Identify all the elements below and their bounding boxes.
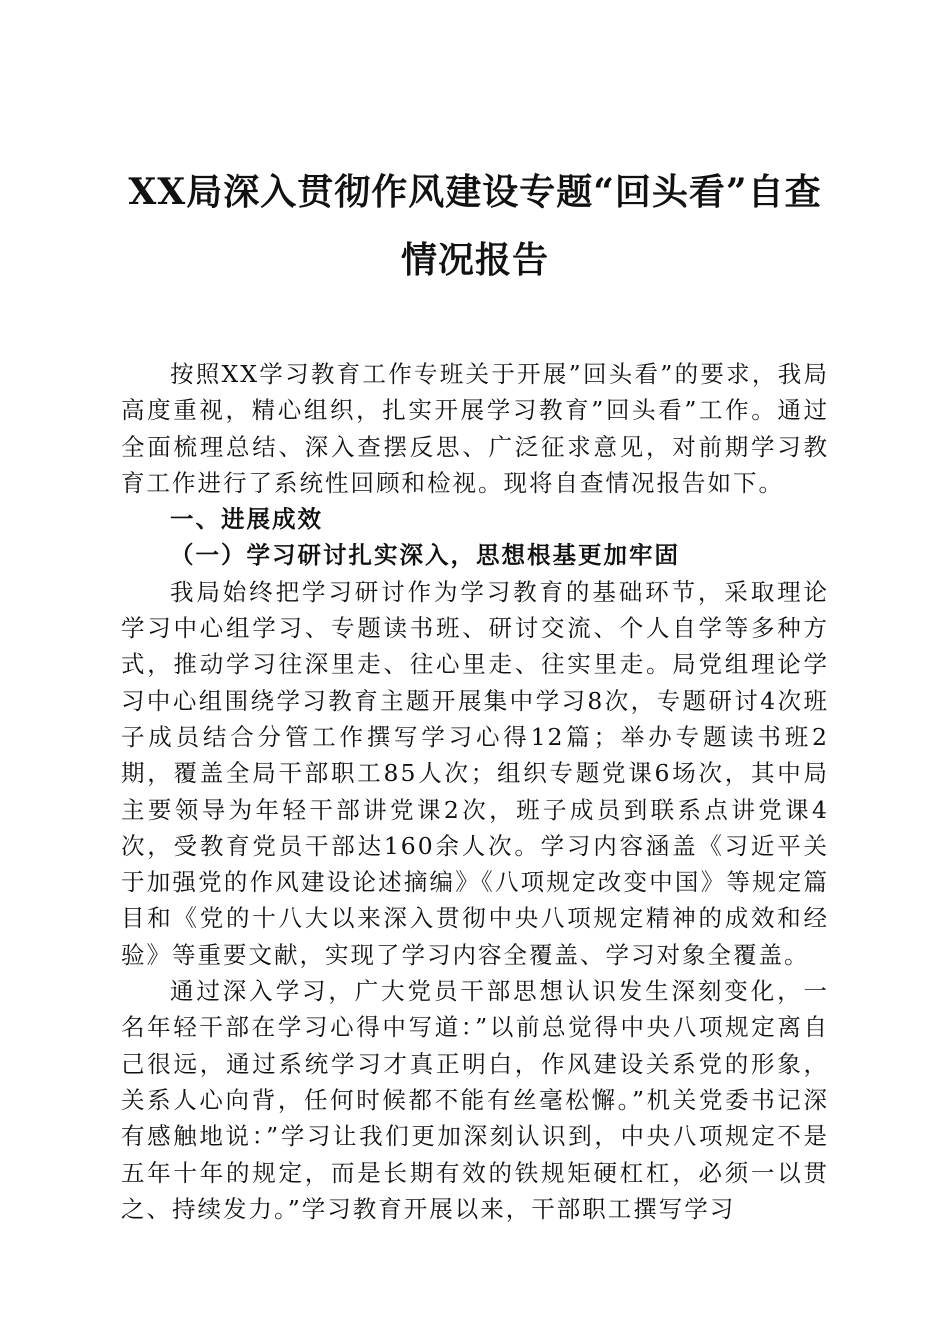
document-title-line-1: XX局深入贯彻作风建设专题“回头看”自查 bbox=[128, 171, 822, 213]
document-title-line-2: 情况报告 bbox=[400, 239, 549, 281]
body-paragraph-1: 我局始终把学习研讨作为学习教育的基础环节，采取理论学习中心组学习、专题读书班、研讨交流、个人自学等多种方式，推动学习往深里走、往心里走、往实里走。局党组理论学习中心组围绕学习教育主题开展集中学习8次，专题研讨4次班子成员结合分管工作撰写学习心得12篇；举办专题读书班2期，覆盖全局干部职工85人次；组织专题党课6场次，其中局主要领导为年轻干部讲党课2次，班子成员到联系点讲党课4次，受教育党员干部达160余人次。学习内容涵盖《习近平关于加强党的作风建设论述摘编》《八项规定改变中国》等规定篇目和《党的十八大以来深入贯彻中央八项规定精神的成效和经验》等重要文献，实现了学习内容全覆盖、学习对象全覆盖。 bbox=[121, 577, 829, 969]
subsection-heading-study: （一）学习研讨扎实深入，思想根基更加牢固 bbox=[170, 541, 680, 570]
intro-paragraph: 按照XX学习教育工作专班关于开展”回头看”的要求，我局高度重视，精心组织，扎实开展学习教育”回头看”工作。通过全面梳理总结、深入查摆反思、广泛征求意见，对前期学习教育工作进行了系统性回顾和检视。现将自查情况报告如下。 bbox=[121, 360, 829, 497]
section-heading-progress: 一、进展成效 bbox=[170, 505, 323, 534]
body-paragraph-2: 通过深入学习，广大党员干部思想认识发生深刻变化，一名年轻干部在学习心得中写道：”以前总觉得中央八项规定离自己很远，通过系统学习才真正明白，作风建设关系党的形象，关系人心向背，任何时候都不能有丝毫松懈。”机关党委书记深有感触地说：”学习让我们更加深刻认识到，中央八项规定不是五年十年的规定，而是长期有效的铁规矩硬杠杠，必须一以贯之、持续发力。”学习教育开展以来，干部职工撰写学习 bbox=[121, 977, 829, 1223]
document-body bbox=[121, 356, 829, 1227]
